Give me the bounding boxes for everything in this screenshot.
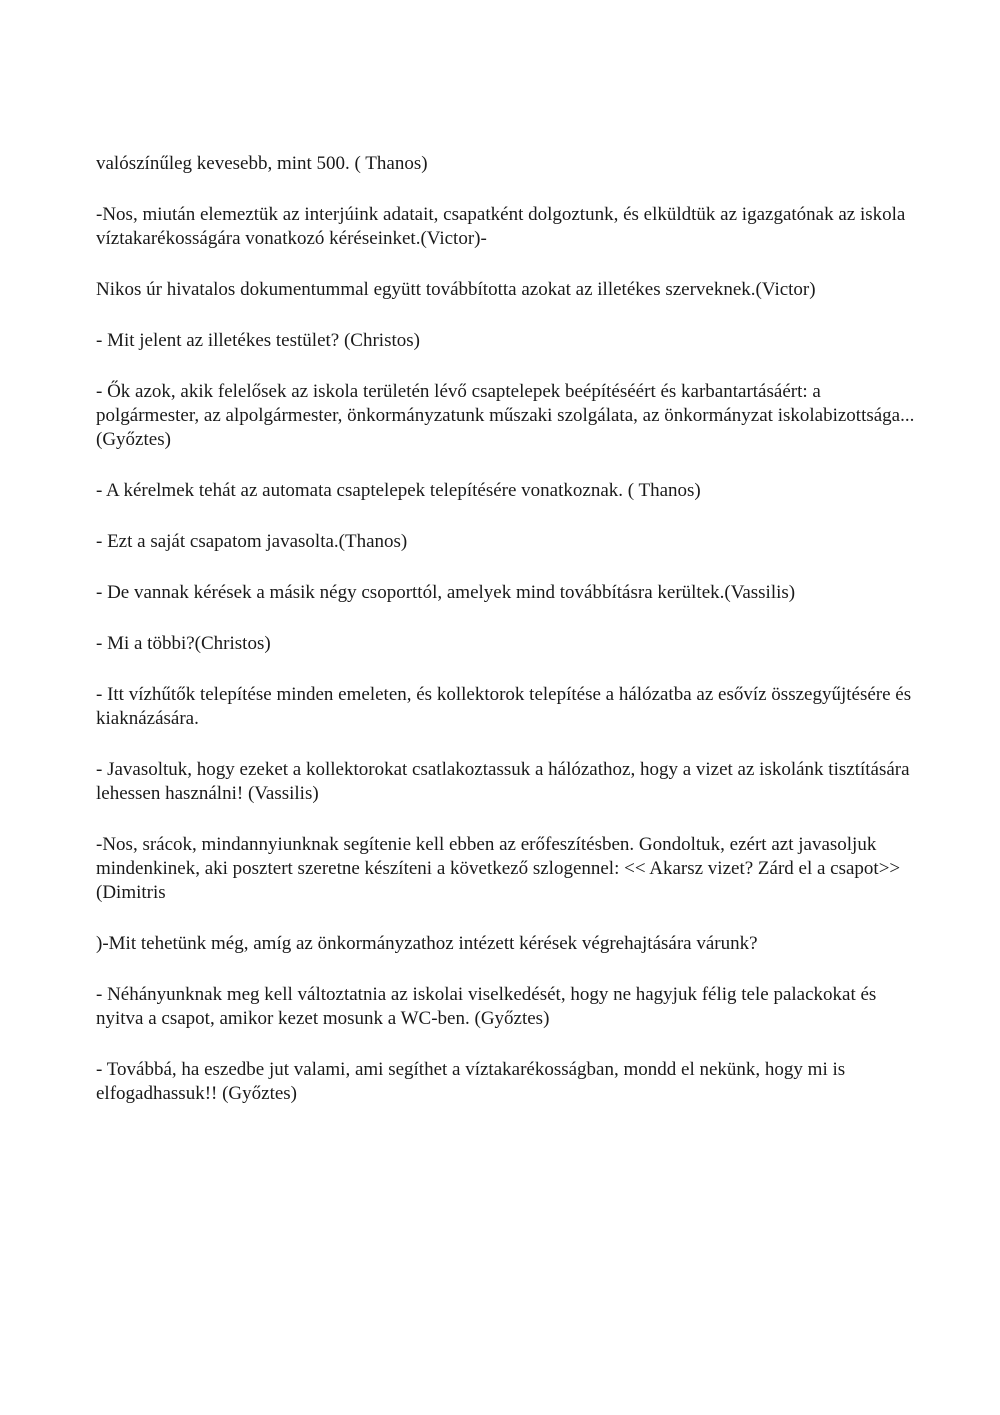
paragraph: - Mi a többi?(Christos) [96,633,271,654]
paragraph: - A kérelmek tehát az automata csaptelepek telepítésére vonatkoznak. ( Thanos) [96,480,701,501]
paragraph: valószínűleg kevesebb, mint 500. ( Thanos) [96,153,428,174]
paragraph: - Mit jelent az illetékes testület? (Christos) [96,330,420,351]
paragraph: - Néhányunknak meg kell változtatnia az iskolai viselkedését, hogy ne hagyjuk félig tele palackokat és nyitva a csapot, amikor kezet mosunk a WC-ben. (Győztes) [96,984,877,1029]
paragraph: - Ők azok, akik felelősek az iskola területén lévő csaptelepek beépítéséért és karbantartásáért: a polgármester, az alpolgármester, önkormányzatunk műszaki szolgálata, az önkormányzat iskolabizottsága... (Győztes) [96,381,915,450]
paragraph: - Továbbá, ha eszedbe jut valami, ami segíthet a víztakarékosságban, mondd el nekünk, hogy mi is elfogadhassuk!! (Győztes) [96,1059,846,1104]
document-body [96,152,916,1133]
paragraph: )-Mit tehetünk még, amíg az önkormányzathoz intézett kérések végrehajtására várunk? [96,933,758,954]
paragraph: -Nos, srácok, mindannyiunknak segítenie kell ebben az erőfeszítésben. Gondoltuk, ezért azt javasoljuk mindenkinek, aki posztert szeretne készíteni a következő szlogennel: << Akarsz vizet? Zárd el a csapot>>(Dimitris [96,834,901,903]
paragraph: - Itt vízhűtők telepítése minden emeleten, és kollektorok telepítése a hálózatba az esővíz összegyűjtésére és kiaknázására. [96,684,912,729]
paragraph: - De vannak kérések a másik négy csoporttól, amelyek mind továbbításra kerültek.(Vassilis) [96,582,796,603]
paragraph: - Ezt a saját csapatom javasolta.(Thanos) [96,531,408,552]
paragraph: -Nos, miután elemeztük az interjúink adatait, csapatként dolgoztunk, és elküldtük az igazgatónak az iskola víztakarékosságára vonatkozó kéréseinket.(Victor)- [96,204,906,249]
paragraph: Nikos úr hivatalos dokumentummal együtt továbbította azokat az illetékes szerveknek.(Victor) [96,279,816,300]
paragraph: - Javasoltuk, hogy ezeket a kollektorokat csatlakoztassuk a hálózathoz, hogy a vizet az iskolánk tisztítására lehessen használni! (Vassilis) [96,759,910,804]
